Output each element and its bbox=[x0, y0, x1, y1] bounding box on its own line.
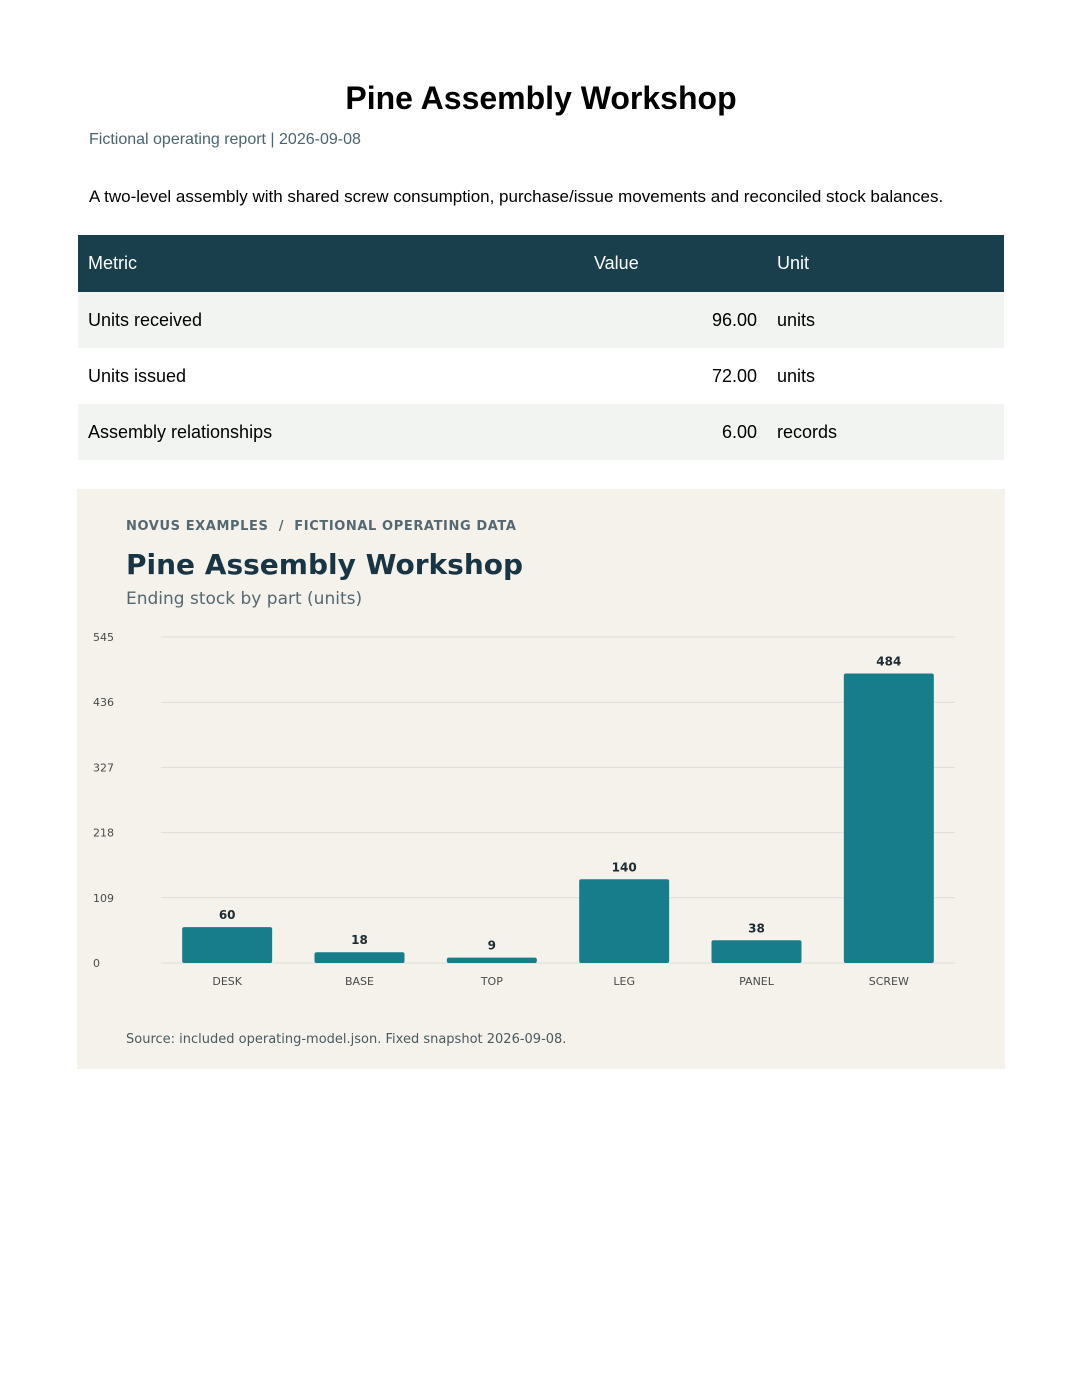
y-tick-label: 218 bbox=[93, 826, 114, 840]
chart-data-labels bbox=[219, 654, 902, 952]
chart-kicker: NOVUS EXAMPLES / FICTIONAL OPERATING DATA bbox=[126, 519, 517, 534]
y-tick-label: 545 bbox=[93, 631, 114, 644]
metric-value: 96.00 bbox=[584, 292, 767, 348]
data-label: 484 bbox=[876, 654, 902, 669]
data-label: 18 bbox=[351, 933, 368, 948]
chart-source: Source: included operating-model.json. Fixed snapshot 2026-09-08. bbox=[126, 1032, 567, 1047]
bar-desk bbox=[182, 927, 272, 963]
metric-unit: units bbox=[767, 292, 1004, 348]
data-label: 9 bbox=[487, 938, 497, 953]
metric-name: Units issued bbox=[78, 348, 584, 404]
report-intro: A two-level assembly with shared screw consumption, purchase/issue movements and reconciled stock balances. bbox=[89, 187, 944, 206]
header-metric: Metric bbox=[78, 235, 584, 292]
bar-screw bbox=[844, 673, 934, 963]
x-category-label: BASE bbox=[344, 975, 375, 988]
metric-value: 72.00 bbox=[584, 348, 767, 404]
header-value: Value bbox=[584, 235, 767, 292]
data-label: 60 bbox=[218, 908, 236, 923]
x-category-label: LEG bbox=[613, 975, 635, 988]
metrics-table bbox=[78, 235, 1004, 460]
x-category-label: SCREW bbox=[868, 975, 909, 988]
report-title: Pine Assembly Workshop bbox=[345, 80, 737, 116]
metric-name: Assembly relationships bbox=[78, 404, 584, 460]
y-tick-label: 0 bbox=[93, 957, 100, 970]
y-tick-label: 436 bbox=[93, 696, 114, 710]
metric-unit: records bbox=[767, 404, 1004, 460]
chart-subtitle: Ending stock by part (units) bbox=[126, 589, 363, 609]
bar-base bbox=[315, 952, 405, 963]
bar-leg bbox=[579, 879, 669, 963]
chart-panel bbox=[77, 489, 1005, 1069]
table-row bbox=[78, 404, 1004, 460]
y-axis-ticks bbox=[93, 631, 114, 970]
data-label: 140 bbox=[611, 860, 637, 875]
chart-bars bbox=[182, 673, 934, 963]
data-label: 38 bbox=[748, 921, 765, 936]
metric-name: Units received bbox=[78, 292, 584, 348]
x-axis-categories bbox=[212, 975, 909, 988]
table-row bbox=[78, 292, 1004, 348]
y-tick-label: 109 bbox=[93, 891, 114, 905]
x-category-label: TOP bbox=[480, 975, 503, 988]
metric-value: 6.00 bbox=[584, 404, 767, 460]
y-tick-label: 327 bbox=[93, 761, 114, 775]
metric-unit: units bbox=[767, 348, 1004, 404]
bar-panel bbox=[712, 940, 802, 963]
x-category-label: PANEL bbox=[739, 975, 774, 988]
chart-gridlines bbox=[161, 637, 955, 963]
metrics-header-row bbox=[78, 235, 1004, 292]
table-row bbox=[78, 348, 1004, 404]
header-unit: Unit bbox=[767, 235, 1004, 292]
x-category-label: DESK bbox=[212, 975, 242, 988]
report-subtitle: Fictional operating report | 2026-09-08 bbox=[89, 131, 361, 148]
bar-top bbox=[447, 958, 537, 963]
bar-chart bbox=[77, 489, 1005, 1069]
chart-title: Pine Assembly Workshop bbox=[126, 548, 524, 581]
